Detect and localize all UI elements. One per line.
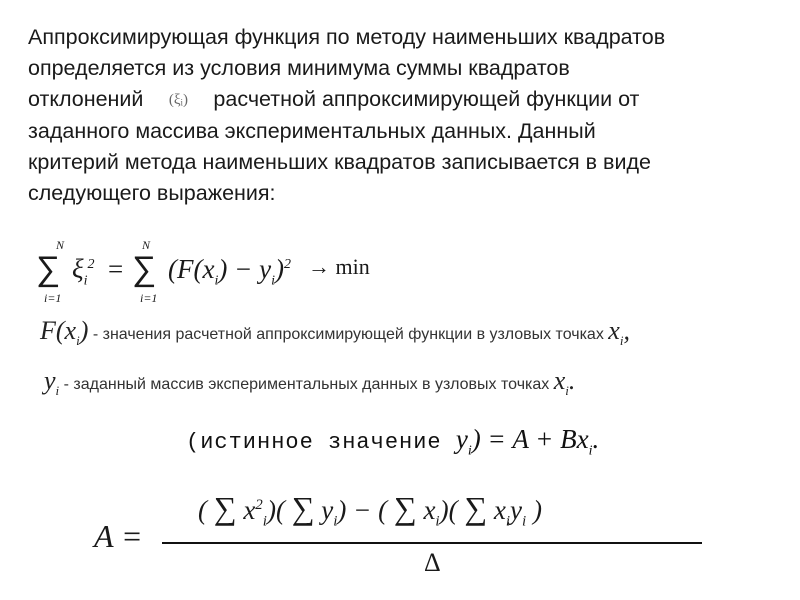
least-squares-formula xyxy=(36,238,416,312)
f-description: - значения расчетной аппроксимирующей функции в узловых точках xyxy=(92,326,604,343)
intro-line-1: Аппроксимирующая функция по методу наименьших квадратов xyxy=(28,25,666,49)
intro-line-2: определяется из условия минимума суммы квадратов xyxy=(28,56,570,80)
a-denominator: Δ xyxy=(424,548,441,577)
intro-line-5: критерий метода наименьших квадратов записывается в виде xyxy=(28,150,651,174)
intro-line-4: заданного массива экспериментальных данных. Данный xyxy=(28,119,596,143)
intro-paragraph xyxy=(28,22,788,209)
equals-sign: = xyxy=(108,254,124,284)
sum2-lower-limit: i=1 xyxy=(140,291,158,305)
arrow-min: → min xyxy=(308,254,370,279)
yi-symbol: $y_i$ xyxy=(44,366,60,399)
a-coefficient-formula xyxy=(94,490,714,590)
true-value-label: (истинное значение xyxy=(186,430,456,455)
sum1-lower-limit: i=1 xyxy=(44,291,62,305)
y-tail-xi: $x_i$. xyxy=(553,366,576,399)
sum2-sigma: ∑ xyxy=(132,250,157,288)
sum2-upper-limit: N xyxy=(142,238,151,252)
note-y-line xyxy=(44,366,575,399)
f-xi-symbol: $F(x_i)$ xyxy=(40,316,89,349)
true-value-equation: $y_i) = A + Bx_i$. xyxy=(455,424,600,459)
a-lhs: A = xyxy=(94,518,143,554)
note-f-line xyxy=(40,316,630,349)
fraction-bar xyxy=(162,542,702,544)
residual-term: $(F(x_i) - y_i)^2$ xyxy=(168,254,291,289)
intro-line-3b: расчетной аппроксимирующей функции от xyxy=(213,87,640,111)
true-value-formula xyxy=(186,424,599,459)
sum1-upper-limit: N xyxy=(56,238,65,252)
intro-line-3 xyxy=(28,84,788,116)
xi-squared: $\xi_i^2$ xyxy=(72,254,95,289)
xi-symbol: (ξᵢ) xyxy=(168,92,188,108)
f-tail-xi: $x_i$, xyxy=(608,316,630,349)
a-numerator: ( ∑ $x^2_i$)( ∑ $y_i$) − ( ∑ $x_i$)( ∑ $x_iy_i$ ) xyxy=(198,490,542,530)
intro-line-3a: отклонений xyxy=(28,87,144,111)
intro-line-6: следующего выражения: xyxy=(28,181,276,205)
sum1-sigma: ∑ xyxy=(36,250,61,288)
y-description: - заданный массив экспериментальных данных в узловых точках xyxy=(63,376,550,393)
